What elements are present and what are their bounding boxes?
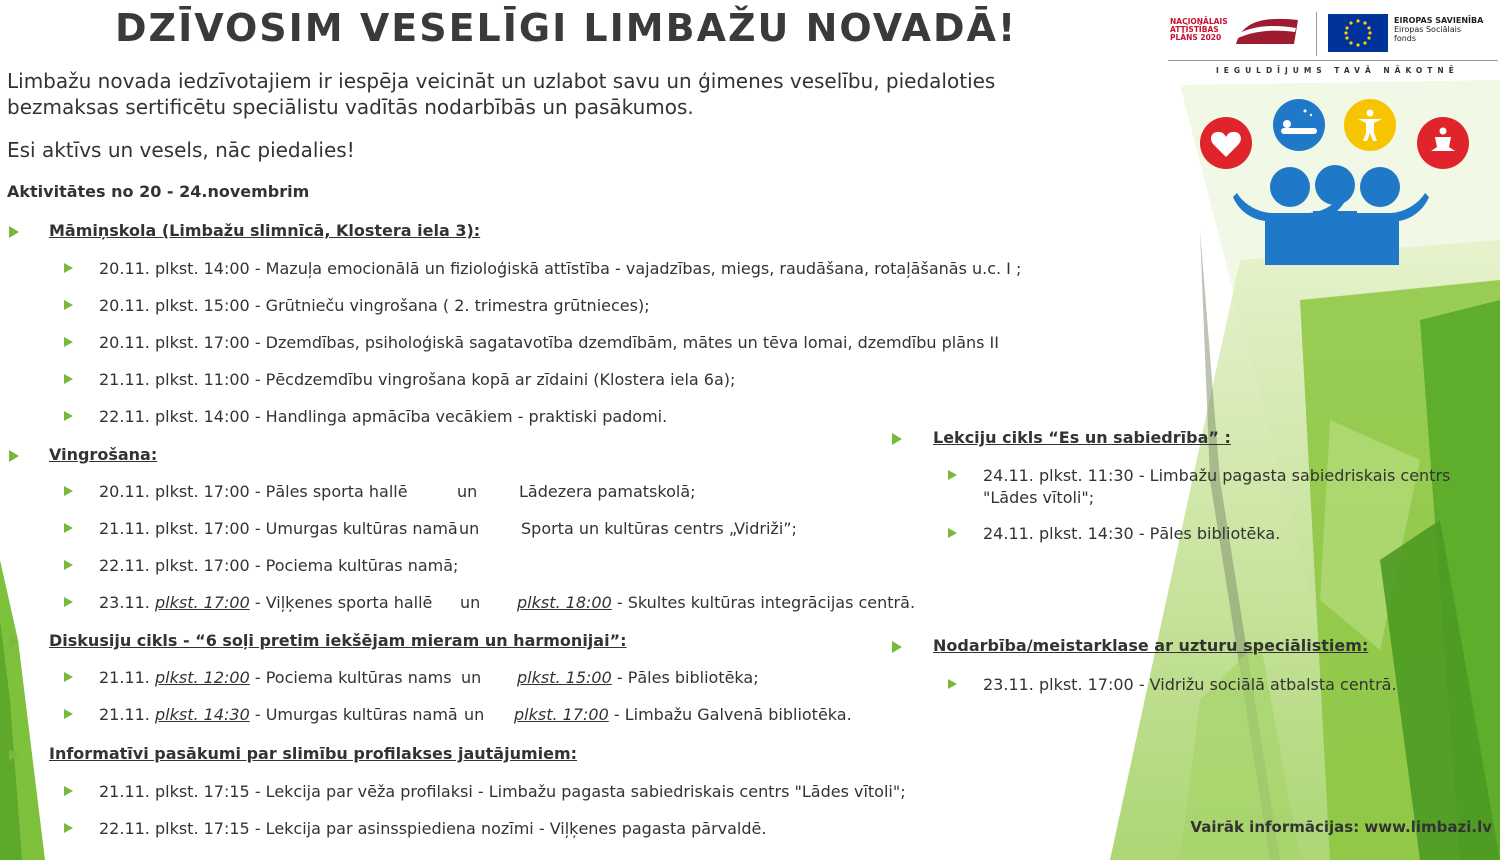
section-heading-text: Māmiņskola (Limbažu slimnīcā, Klostera iela 3): xyxy=(49,221,481,240)
bullet-arrow-icon xyxy=(64,411,73,421)
tagline-divider xyxy=(1168,60,1498,61)
section-heading-text: Diskusiju cikls - “6 soļi pretim iekšējam mieram un harmonijai”: xyxy=(49,631,627,650)
bullet-arrow-icon xyxy=(892,641,902,653)
sleep-icon xyxy=(1273,99,1325,151)
eu-flag-icon xyxy=(1328,14,1388,52)
bullet-arrow-icon xyxy=(948,528,957,538)
bullet-arrow-icon xyxy=(64,597,73,607)
health-people-illustration xyxy=(1195,95,1480,265)
bullet-arrow-icon xyxy=(9,450,19,462)
bullet-arrow-icon xyxy=(9,226,19,238)
section-heading-text: Vingrošana: xyxy=(49,445,158,464)
bullet-arrow-icon xyxy=(948,470,957,480)
bullet-arrow-icon xyxy=(64,263,73,273)
logo-divider xyxy=(1316,12,1317,56)
section-heading-text: Informatīvi pasākumi par slimību profilakses jautājumiem: xyxy=(49,744,578,763)
bullet-arrow-icon xyxy=(9,636,19,648)
people-figures-icon xyxy=(1233,165,1429,265)
bullet-arrow-icon xyxy=(64,709,73,719)
bullet-arrow-icon xyxy=(9,749,19,761)
national-plan-logo-text: NACIONĀLAIS ATTĪSTĪBAS PLĀNS 2020 xyxy=(1170,17,1228,42)
bullet-arrow-icon xyxy=(64,560,73,570)
exercise-icon xyxy=(1344,99,1396,151)
bullet-arrow-icon xyxy=(64,786,73,796)
bullet-arrow-icon xyxy=(64,486,73,496)
section-heading-text: Nodarbība/meistarklase ar uzturu speciālistiem: xyxy=(933,636,1369,655)
bullet-arrow-icon xyxy=(64,672,73,682)
bullet-arrow-icon xyxy=(64,337,73,347)
bullet-arrow-icon xyxy=(892,433,902,445)
eu-fund: Eiropas Sociālais fonds xyxy=(1394,25,1461,43)
bullet-arrow-icon xyxy=(948,679,957,689)
eu-title: EIROPAS SAVIENĪBA xyxy=(1394,16,1484,25)
call-to-action: Esi aktīvs un vesels, nāc piedalies! xyxy=(7,138,355,162)
meditation-icon xyxy=(1417,117,1469,169)
section-heading-text: Lekciju cikls “Es un sabiedrība” : xyxy=(933,428,1231,447)
bullet-arrow-icon xyxy=(64,523,73,533)
page-title: DZĪVOSIM VESELĪGI LIMBAŽU NOVADĀ! xyxy=(115,6,1018,50)
intro-text: Limbažu novada iedzīvotajiem ir iespēja veicināt un uzlabot savu un ģimenes veselību, piedaloties bezmaksas sertificētu speciālistu vadītās nodarbībās un pasākumos. xyxy=(7,69,996,119)
tagline: IEGULDĪJUMS TAVĀ NĀKOTNĒ xyxy=(1216,66,1459,75)
heart-icon xyxy=(1200,117,1252,169)
bullet-arrow-icon xyxy=(64,374,73,384)
dates-heading: Aktivitātes no 20 - 24.novembrim xyxy=(7,182,310,201)
footer-more-info: Vairāk informācijas: www.limbazi.lv xyxy=(1190,818,1492,836)
latvia-flag-icon xyxy=(1232,14,1302,50)
bullet-arrow-icon xyxy=(64,300,73,310)
bullet-arrow-icon xyxy=(64,823,73,833)
eu-logo-text xyxy=(1394,16,1483,43)
partner-logos xyxy=(1168,8,1498,78)
